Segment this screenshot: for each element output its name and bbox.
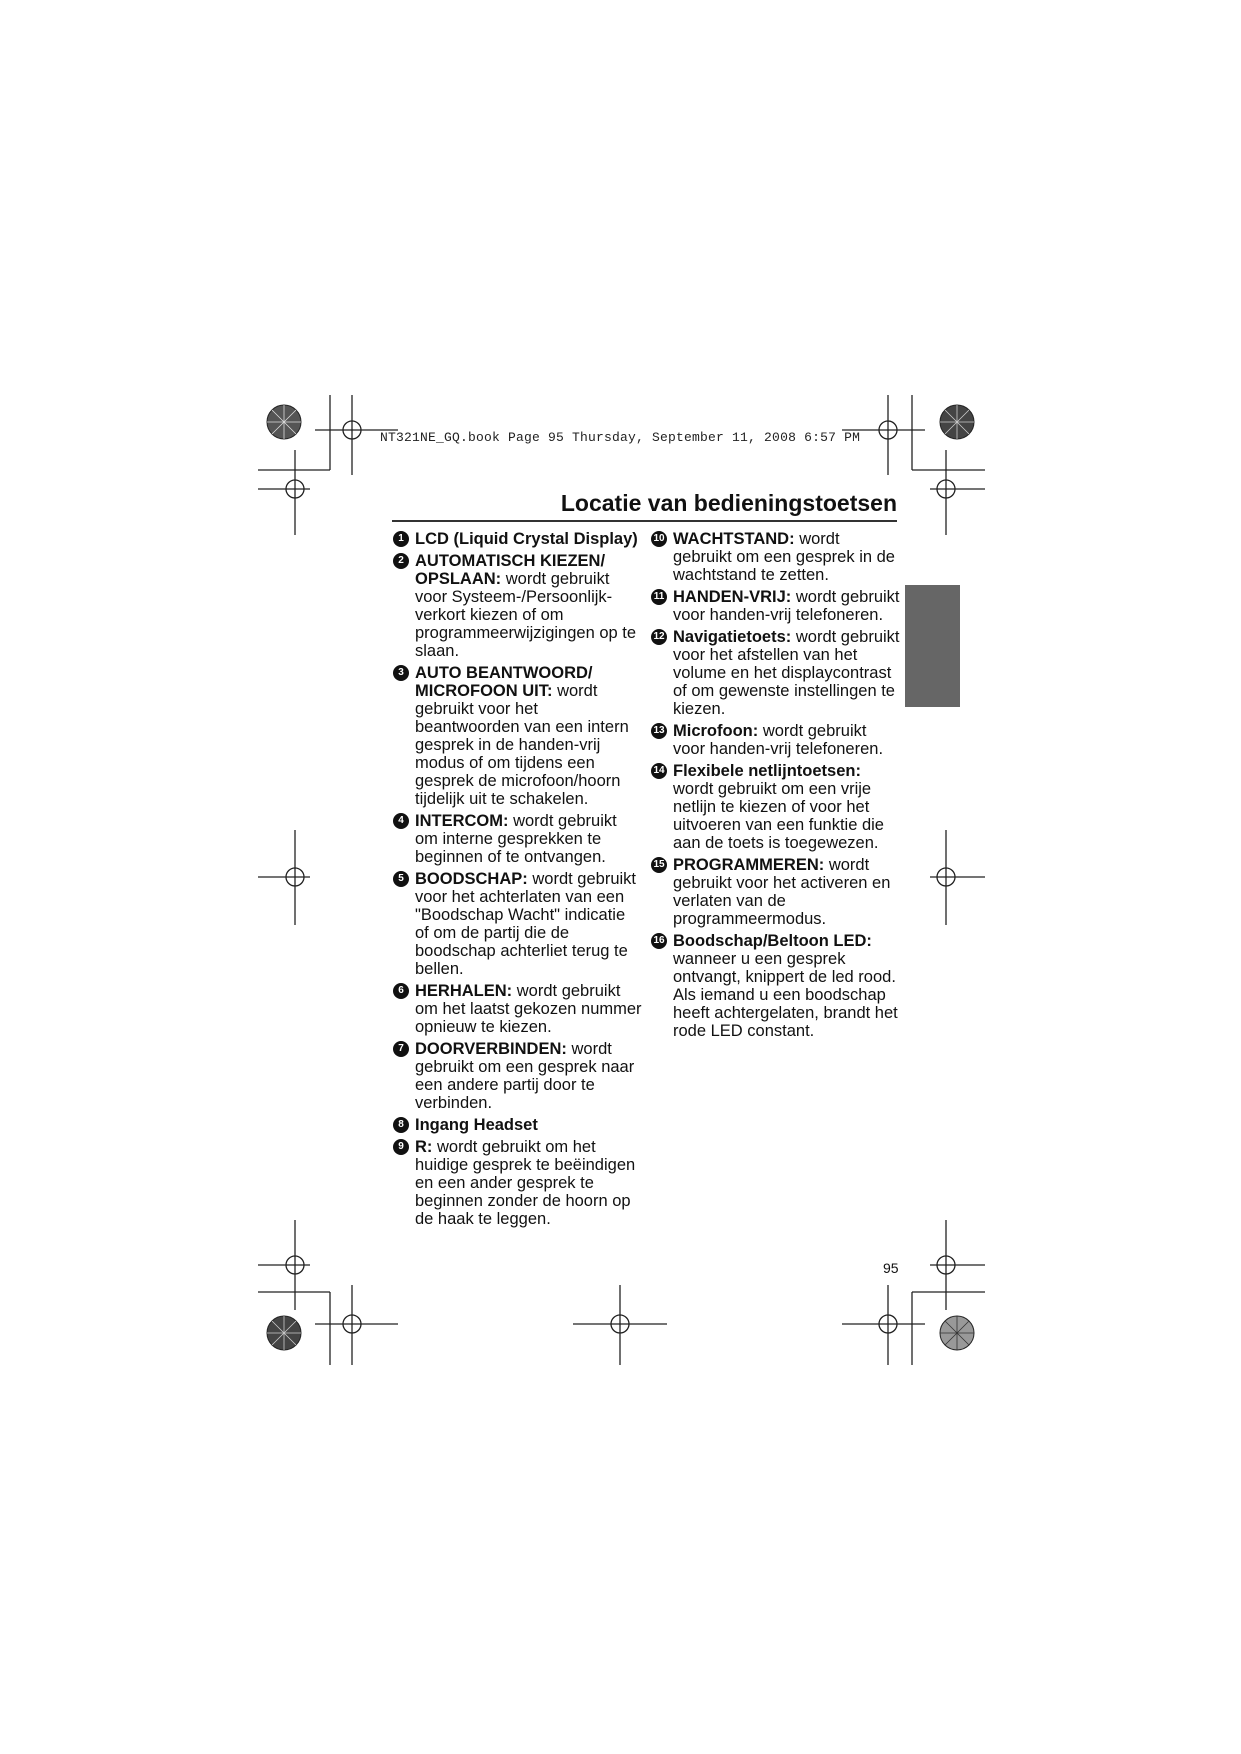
item-description: wordt gebruikt voor het afstellen van het volume en het displaycontrast of om gewenste instellingen te kiezen.: [673, 628, 900, 718]
item-term: PROGRAMMEREN:: [673, 856, 825, 874]
section-tab: [905, 585, 960, 707]
item-description: wordt gebruikt voor handen-vrij telefoneren.: [673, 588, 900, 624]
item-number-badge: 2: [393, 553, 409, 569]
item-term: Flexibele netlijntoetsen:: [673, 762, 861, 780]
item-number-badge: 1: [393, 531, 409, 547]
registration-target-icon: [930, 450, 985, 535]
right-column: [651, 530, 901, 1044]
list-item: [651, 856, 901, 928]
item-term: HERHALEN:: [415, 982, 513, 1000]
item-number-badge: 8: [393, 1117, 409, 1133]
item-number-badge: 5: [393, 871, 409, 887]
item-description: wordt gebruikt om een gesprek in de wachtstand te zetten.: [673, 530, 895, 584]
item-number-badge: 14: [651, 763, 667, 779]
item-number-badge: 4: [393, 813, 409, 829]
item-number-badge: 11: [651, 589, 667, 605]
item-term: BOODSCHAP:: [415, 870, 528, 888]
item-term: R:: [415, 1138, 433, 1156]
item-number-badge: 9: [393, 1139, 409, 1155]
item-description: wordt gebruikt voor het activeren en verlaten van de programmeermodus.: [673, 856, 891, 928]
item-description: wordt gebruikt voor Systeem-/Persoonlijk-verkort kiezen of om programmeerwijzigingen op te slaan.: [415, 570, 637, 660]
starburst-target-icon: [940, 405, 974, 439]
item-number-badge: 15: [651, 857, 667, 873]
registration-target-icon: [258, 830, 310, 925]
item-term: DOORVERBINDEN:: [415, 1040, 567, 1058]
item-description: wordt gebruikt om het laatst gekozen nummer opnieuw te kiezen.: [415, 982, 642, 1036]
starburst-target-icon: [940, 1316, 974, 1350]
list-item: [393, 870, 643, 978]
item-number-badge: 13: [651, 723, 667, 739]
page-title: Locatie van bedieningstoetsen: [560, 490, 897, 516]
item-description: wordt gebruikt om het huidige gesprek te beëindigen en een ander gesprek te beginnen zonder de hoorn op de haak te leggen.: [415, 1138, 636, 1228]
item-term: WACHTSTAND:: [673, 530, 795, 548]
item-description: wanneer u een gesprek ontvangt, knippert de led rood. Als iemand u een boodschap heeft achtergelaten, brandt het rode LED constant.: [673, 950, 898, 1040]
list-item: [393, 1138, 643, 1228]
registration-target-icon: [315, 1285, 398, 1365]
item-number-badge: 12: [651, 629, 667, 645]
list-item: [651, 932, 901, 1040]
item-term: Navigatietoets:: [673, 628, 792, 646]
item-number-badge: 7: [393, 1041, 409, 1057]
registration-target-icon: [930, 830, 985, 925]
registration-target-icon: [573, 1285, 667, 1365]
item-term: AUTOMATISCH KIEZEN/ OPSLAAN:: [415, 552, 606, 588]
list-item: [651, 628, 901, 718]
list-item: [393, 1040, 643, 1112]
registration-target-icon: [258, 450, 310, 535]
item-term: Microfoon:: [673, 722, 759, 740]
item-number-badge: 3: [393, 665, 409, 681]
item-description: wordt gebruikt om interne gesprekken te beginnen of te ontvangen.: [415, 812, 617, 866]
list-item: [651, 588, 901, 624]
item-number-badge: 6: [393, 983, 409, 999]
item-term: HANDEN-VRIJ:: [673, 588, 792, 606]
item-term: Ingang Headset: [415, 1116, 538, 1134]
registration-target-icon: [258, 1220, 310, 1310]
item-description: wordt gebruikt om een gesprek naar een andere partij door te verbinden.: [415, 1040, 635, 1112]
item-term: INTERCOM:: [415, 812, 509, 830]
page-number: 95: [883, 1260, 899, 1276]
left-column: [393, 530, 643, 1232]
item-description: wordt gebruikt voor handen-vrij telefoneren.: [673, 722, 884, 758]
item-description: wordt gebruikt voor het beantwoorden van een intern gesprek in de handen-vrij modus of om tijdens een gesprek de microfoon/hoorn tijdelijk uit te schakelen.: [415, 682, 629, 808]
item-term: LCD (Liquid Crystal Display): [415, 530, 638, 548]
list-item: [393, 664, 643, 808]
registration-target-icon: [930, 1220, 985, 1310]
list-item: [393, 1116, 643, 1134]
item-description: wordt gebruikt voor het achterlaten van een "Boodschap Wacht" indicatie of om de partij die de boodschap achterliet terug te bellen.: [415, 870, 636, 978]
starburst-target-icon: [267, 405, 301, 439]
list-item: [651, 530, 901, 584]
title-rule: [392, 520, 897, 522]
item-description: wordt gebruikt om een vrije netlijn te kiezen of voor het uitvoeren van een funktie die aan de toets is toegewezen.: [673, 780, 884, 852]
list-item: [651, 722, 901, 758]
list-item: [393, 812, 643, 866]
item-number-badge: 16: [651, 933, 667, 949]
print-header: NT321NE_GQ.book Page 95 Thursday, September 11, 2008 6:57 PM: [380, 430, 861, 445]
item-number-badge: 10: [651, 531, 667, 547]
starburst-target-icon: [267, 1316, 301, 1350]
list-item: [651, 762, 901, 852]
list-item: [393, 552, 643, 660]
list-item: [393, 530, 643, 548]
list-item: [393, 982, 643, 1036]
item-term: AUTO BEANTWOORD/ MICROFOON UIT:: [415, 664, 593, 700]
item-term: Boodschap/Beltoon LED:: [673, 932, 872, 950]
